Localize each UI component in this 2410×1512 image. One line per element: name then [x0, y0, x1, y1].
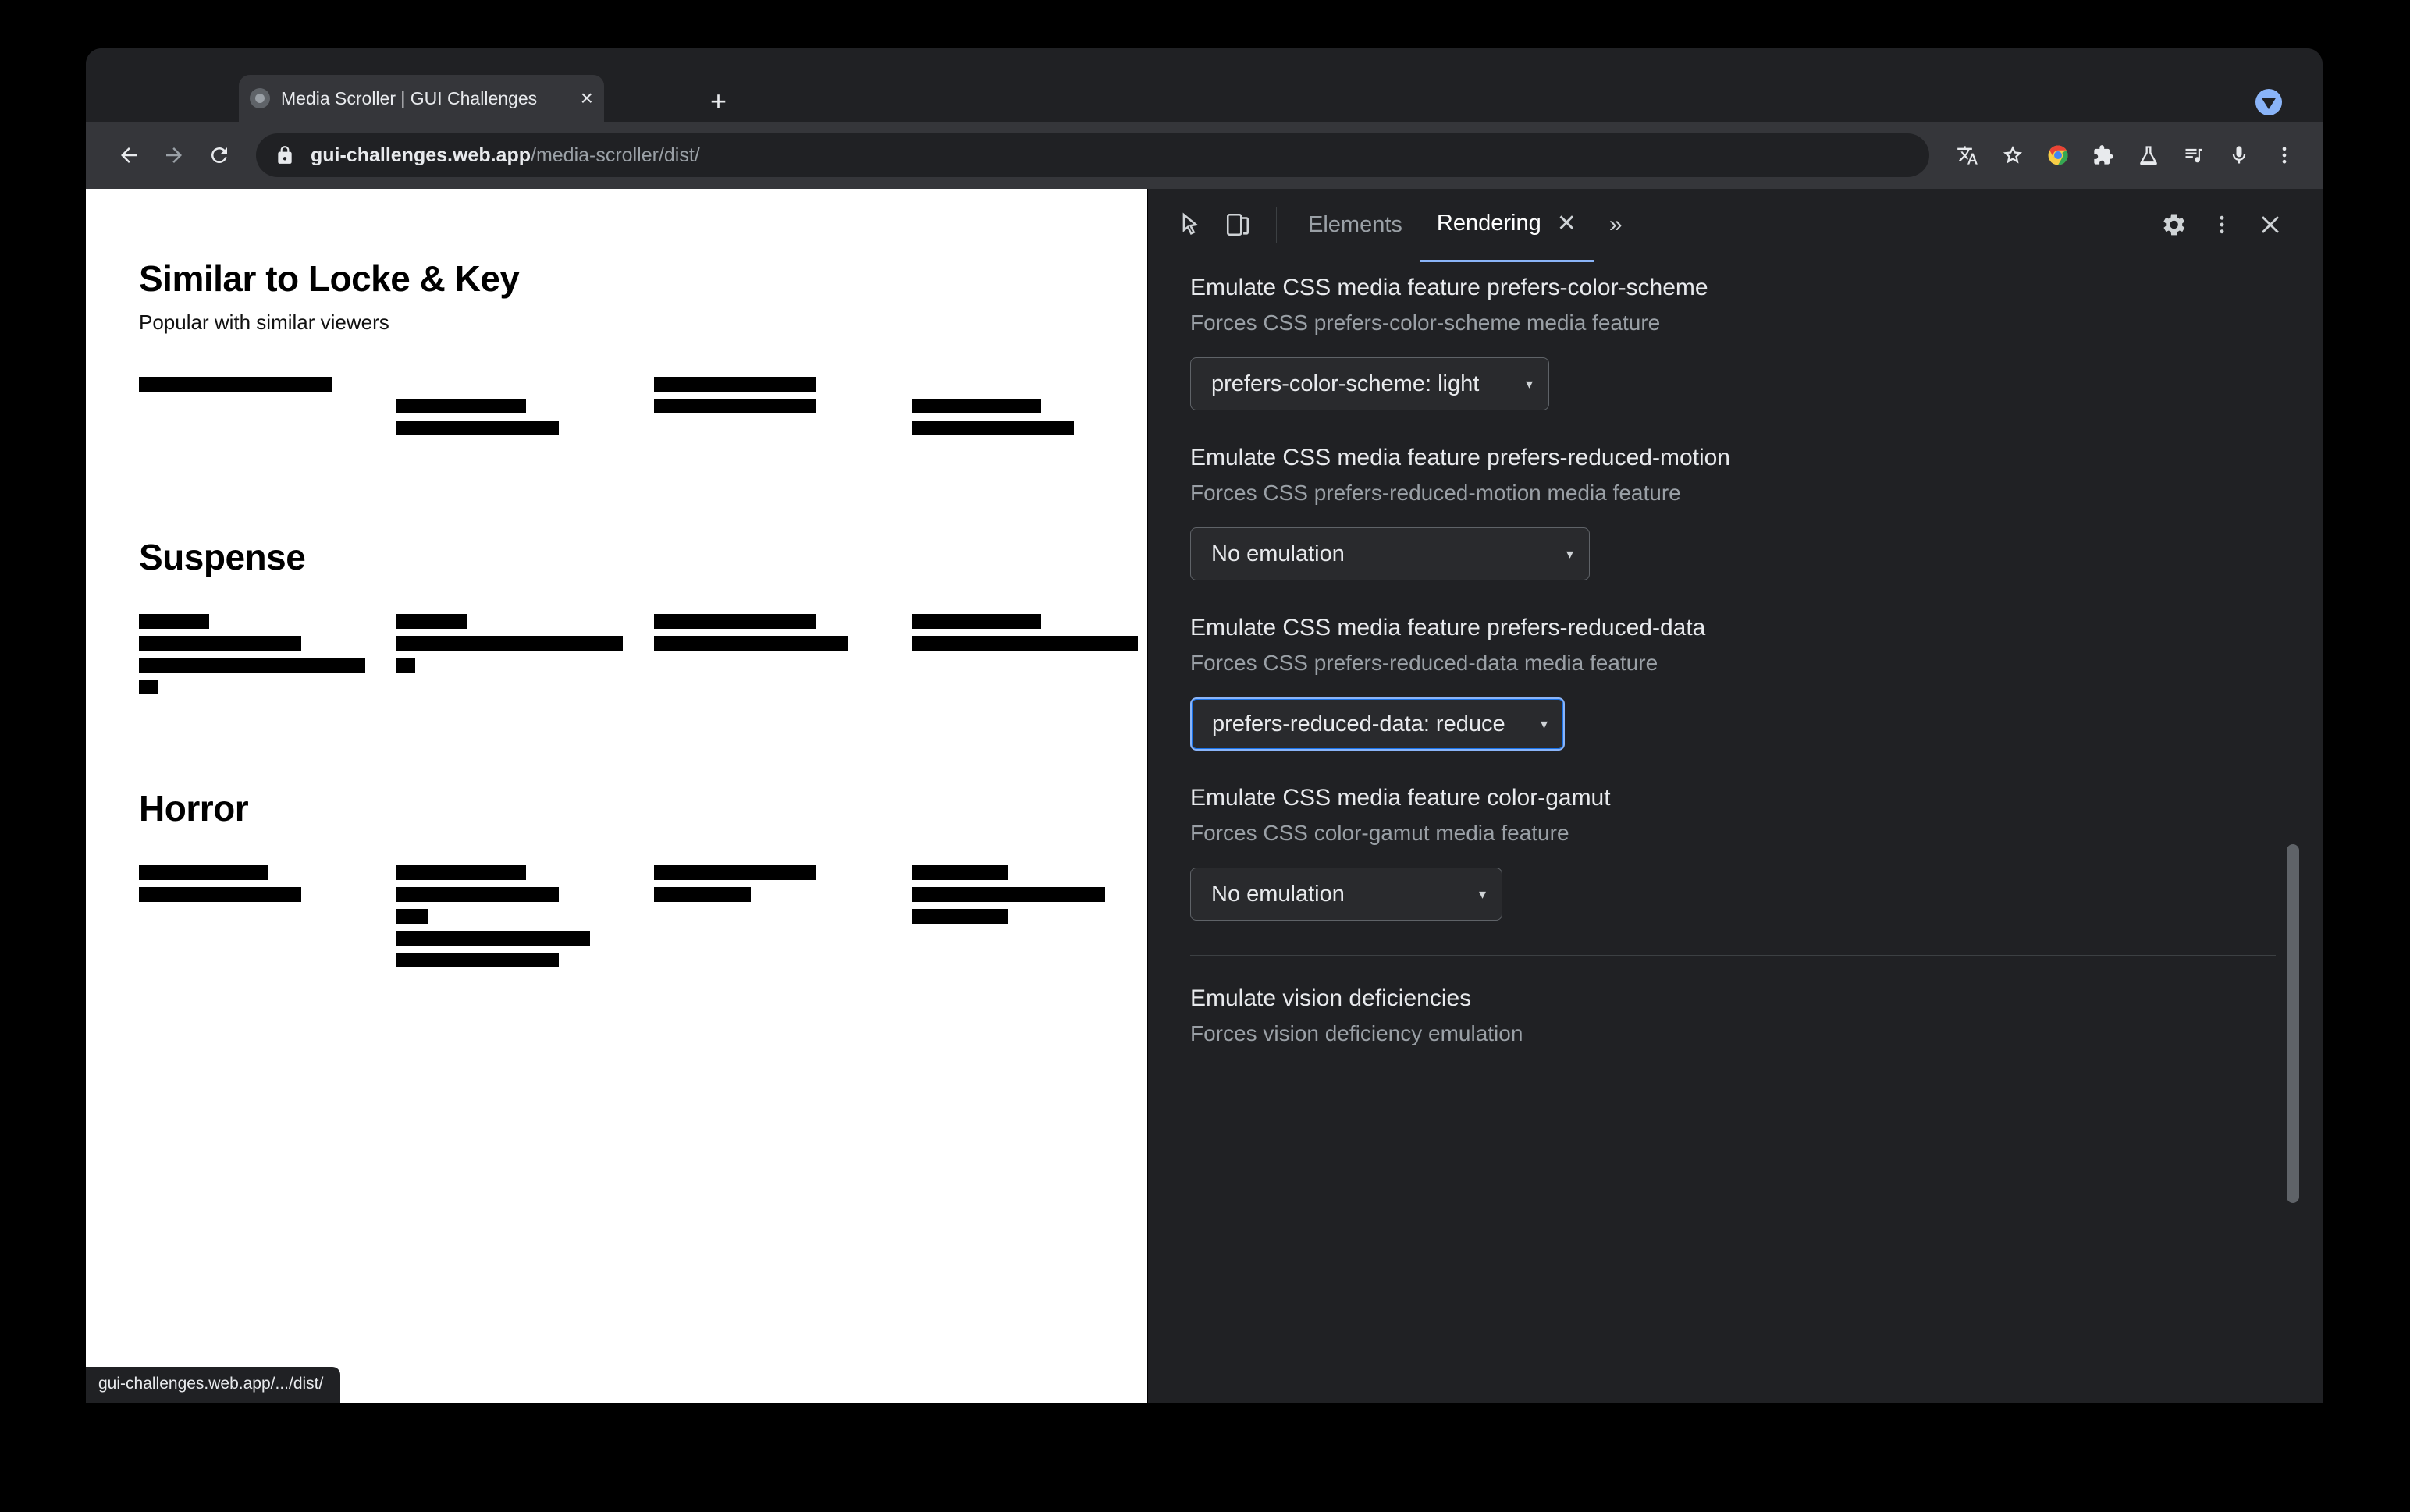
select-value: No emulation: [1211, 881, 1345, 907]
placeholder-bar: [139, 887, 301, 902]
page-section: [86, 442, 1147, 701]
toolbar-divider: [1276, 207, 1277, 243]
page-subtitle: Popular with similar viewers: [139, 311, 389, 334]
bookmark-star-icon[interactable]: [1995, 137, 2031, 173]
placeholder-bar: [912, 865, 1008, 880]
media-card[interactable]: [912, 865, 1147, 974]
placeholder-bar: [139, 636, 301, 651]
setting-prefers-reduced-motion: [1190, 445, 2323, 580]
select-value: No emulation: [1211, 541, 1345, 566]
new-tab-button[interactable]: +: [710, 85, 727, 117]
tab-title: Media Scroller | GUI Challenges: [281, 87, 538, 108]
placeholder-bar: [396, 887, 559, 902]
browser-tab[interactable]: [239, 75, 604, 122]
chevron-down-icon: ▾: [1540, 715, 1548, 732]
tab-label: Rendering: [1436, 211, 1541, 236]
placeholder-bar: [396, 636, 623, 651]
setting-title: Emulate CSS media feature prefers-color-scheme: [1190, 275, 1708, 300]
placeholder-bar: [396, 953, 559, 967]
gear-icon[interactable]: [2149, 201, 2198, 249]
placeholder-bar: [396, 909, 428, 924]
placeholder-bar: [396, 421, 559, 435]
reading-list-icon[interactable]: [2176, 137, 2212, 173]
reload-button[interactable]: [197, 133, 242, 178]
select-prefers-reduced-motion[interactable]: [1190, 527, 1590, 580]
placeholder-bar: [654, 614, 816, 629]
media-card[interactable]: [912, 614, 1147, 701]
page-section: [86, 189, 1147, 442]
lock-icon: [275, 145, 295, 165]
card-row: [139, 614, 1147, 701]
placeholder-bar: [912, 909, 1008, 924]
chevron-down-icon: ▾: [1566, 545, 1573, 562]
microphone-icon[interactable]: [2221, 137, 2257, 173]
setting-prefers-reduced-data: [1190, 615, 2323, 751]
placeholder-bar: [396, 614, 467, 629]
puzzle-icon[interactable]: [2085, 137, 2121, 173]
chevron-down-icon: ▾: [1478, 886, 1486, 902]
media-card[interactable]: [912, 377, 1147, 442]
placeholder-bar: [654, 636, 848, 651]
media-card[interactable]: [396, 614, 654, 701]
close-icon[interactable]: [2246, 201, 2294, 249]
card-row: [139, 865, 1147, 974]
tab-close-icon[interactable]: ✕: [1556, 211, 1576, 236]
address-bar[interactable]: [256, 133, 1929, 177]
placeholder-bar: [654, 399, 816, 413]
setting-description: Forces CSS prefers-color-scheme media feature: [1190, 311, 1661, 335]
placeholder-bar: [654, 865, 816, 880]
setting-description: Forces CSS color-gamut media feature: [1190, 821, 1569, 845]
media-card[interactable]: [396, 865, 654, 974]
setting-vision-deficiencies: [1190, 985, 2323, 1046]
placeholder-bar: [396, 399, 526, 413]
kebab-menu-icon[interactable]: [2266, 137, 2302, 173]
placeholder-bar: [912, 421, 1074, 435]
placeholder-bar: [912, 887, 1105, 902]
browser-toolbar: [86, 122, 2323, 189]
setting-title: Emulate CSS media feature prefers-reduced-data: [1190, 615, 1706, 641]
placeholder-bar: [912, 614, 1041, 629]
translate-icon[interactable]: [1950, 137, 1985, 173]
devtools-panel: [1147, 189, 2323, 1403]
media-card[interactable]: [654, 865, 912, 974]
profile-avatar[interactable]: [2255, 89, 2282, 115]
media-card[interactable]: [396, 377, 654, 442]
placeholder-bar: [139, 865, 268, 880]
placeholder-bar: [139, 377, 332, 392]
tab-close-icon[interactable]: ×: [580, 86, 593, 110]
address-bar-url: [311, 144, 700, 167]
kebab-menu-icon[interactable]: [2198, 201, 2246, 249]
section-title: Horror: [139, 788, 249, 829]
placeholder-bar: [912, 399, 1041, 413]
placeholder-bar: [396, 931, 590, 946]
reload-icon: [208, 144, 231, 167]
extension-colored-icon[interactable]: [2040, 137, 2076, 173]
select-prefers-color-scheme[interactable]: [1190, 357, 1549, 410]
chevron-down-icon: ▾: [1525, 375, 1533, 392]
setting-description: Forces CSS prefers-reduced-data media feature: [1190, 651, 1658, 675]
placeholder-bar: [396, 865, 526, 880]
placeholder-bar: [654, 377, 816, 392]
page-viewport: [86, 189, 1147, 1403]
page-section: [86, 701, 1147, 974]
tab-label: Elements: [1308, 211, 1402, 237]
setting-color-gamut: [1190, 785, 2323, 921]
select-value: prefers-reduced-data: reduce: [1212, 711, 1505, 736]
tab-favicon-icon: [250, 88, 270, 108]
placeholder-bar: [139, 658, 365, 673]
select-prefers-reduced-data[interactable]: [1190, 697, 1565, 751]
setting-description: Forces vision deficiency emulation: [1190, 1021, 1523, 1045]
placeholder-bar: [654, 887, 751, 902]
more-tabs-icon[interactable]: »: [1608, 211, 1623, 237]
forward-button[interactable]: [151, 133, 197, 178]
tab-rendering[interactable]: [1420, 188, 1594, 262]
setting-prefers-color-scheme: [1190, 275, 2323, 410]
placeholder-bar: [912, 636, 1138, 651]
select-color-gamut[interactable]: [1190, 868, 1502, 921]
media-card[interactable]: [654, 377, 912, 442]
placeholder-bar: [139, 614, 209, 629]
media-card[interactable]: [139, 614, 396, 701]
devtools-toolbar: [1148, 189, 2323, 261]
rendering-settings-list[interactable]: [1148, 261, 2323, 1403]
section-title: Suspense: [139, 537, 306, 577]
media-card[interactable]: [654, 614, 912, 701]
browser-window: [86, 48, 2323, 1403]
tab-strip: [86, 48, 2323, 122]
device-toolbar-icon[interactable]: [1214, 201, 1262, 249]
page-title: Similar to Locke & Key: [139, 258, 520, 299]
back-button[interactable]: [106, 133, 151, 178]
setting-title: Emulate CSS media feature prefers-reduced-motion: [1190, 445, 1730, 470]
card-row: [139, 377, 1147, 442]
placeholder-bar: [139, 680, 158, 694]
url-path: /media-scroller/dist/: [531, 144, 700, 166]
tab-elements[interactable]: [1291, 189, 1420, 261]
user-icon: [2260, 94, 2277, 111]
section-divider: [1190, 955, 2276, 956]
url-domain: gui-challenges.web.app: [311, 144, 531, 166]
inspect-cursor-icon[interactable]: [1165, 201, 1214, 249]
setting-description: Forces CSS prefers-reduced-motion media feature: [1190, 481, 1681, 505]
flask-icon[interactable]: [2131, 137, 2167, 173]
devtools-scrollbar[interactable]: [2287, 844, 2299, 1203]
setting-title: Emulate vision deficiencies: [1190, 985, 1472, 1011]
media-card[interactable]: [139, 865, 396, 974]
browser-content: [86, 189, 2323, 1403]
media-card[interactable]: [139, 377, 396, 442]
select-value: prefers-color-scheme: light: [1211, 371, 1480, 396]
placeholder-bar: [396, 658, 415, 673]
status-bubble: gui-challenges.web.app/.../dist/: [86, 1367, 340, 1403]
setting-title: Emulate CSS media feature color-gamut: [1190, 785, 1611, 811]
arrow-left-icon: [117, 144, 140, 167]
arrow-right-icon: [162, 144, 186, 167]
